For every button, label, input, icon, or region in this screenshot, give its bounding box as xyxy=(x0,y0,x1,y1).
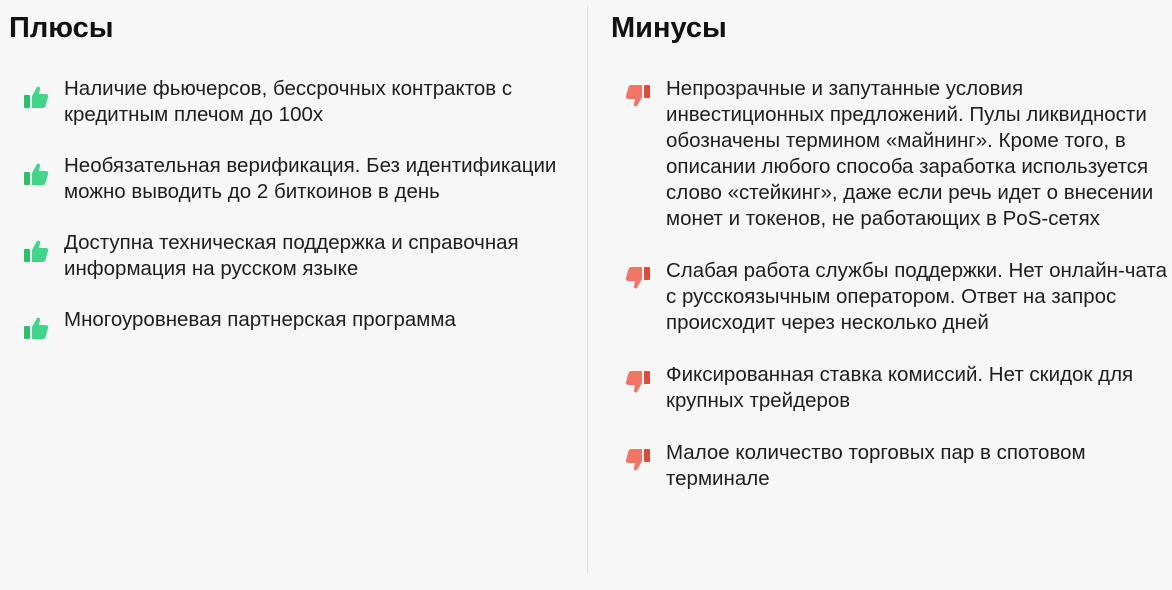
cons-column xyxy=(588,0,1172,518)
pros-list-item xyxy=(9,153,586,205)
pros-item-text: Доступна техническая поддержка и справочная информация на русском языке xyxy=(64,231,519,280)
cons-item-text: Фиксированная ставка комиссий. Нет скидок для крупных трейдеров xyxy=(666,363,1134,412)
cons-item-text: Слабая работа службы поддержки. Нет онлайн-чата с русскоязычным оператором. Ответ на запрос происходит через несколько дней xyxy=(666,259,1167,334)
cons-list-item xyxy=(611,76,1172,232)
thumbs-up-icon xyxy=(23,84,49,110)
pros-column xyxy=(0,0,586,358)
thumbs-up-icon xyxy=(23,161,49,187)
thumbs-down-icon xyxy=(625,265,651,291)
cons-list-item xyxy=(611,258,1172,336)
cons-list-item xyxy=(611,440,1172,492)
pros-item-text: Многоуровневая партнерская программа xyxy=(64,308,456,331)
cons-heading: Минусы xyxy=(611,12,727,44)
cons-list xyxy=(611,76,1172,492)
pros-list-item xyxy=(9,307,586,333)
thumbs-up-icon xyxy=(23,315,49,341)
cons-item-text: Непрозрачные и запутанные условия инвестиционных предложений. Пулы ликвидности обозначены термином «майнинг». Кроме того, в описании любого способа заработка используется слово «стейкинг», даже если речь идет о внесении монет и токенов, не работающих в PoS-сетях xyxy=(666,77,1154,230)
cons-item-text: Малое количество торговых пар в спотовом терминале xyxy=(666,441,1086,490)
thumbs-up-icon xyxy=(23,238,49,264)
cons-list-item xyxy=(611,362,1172,414)
pros-item-text: Необязательная верификация. Без идентификации можно выводить до 2 биткоинов в день xyxy=(64,154,557,203)
thumbs-down-icon xyxy=(625,369,651,395)
thumbs-down-icon xyxy=(625,83,651,109)
pros-list-item xyxy=(9,76,586,128)
pros-heading: Плюсы xyxy=(9,12,114,44)
pros-list xyxy=(9,76,586,333)
thumbs-down-icon xyxy=(625,447,651,473)
pros-item-text: Наличие фьючерсов, бессрочных контрактов с кредитным плечом до 100х xyxy=(64,77,513,126)
pros-list-item xyxy=(9,230,586,282)
